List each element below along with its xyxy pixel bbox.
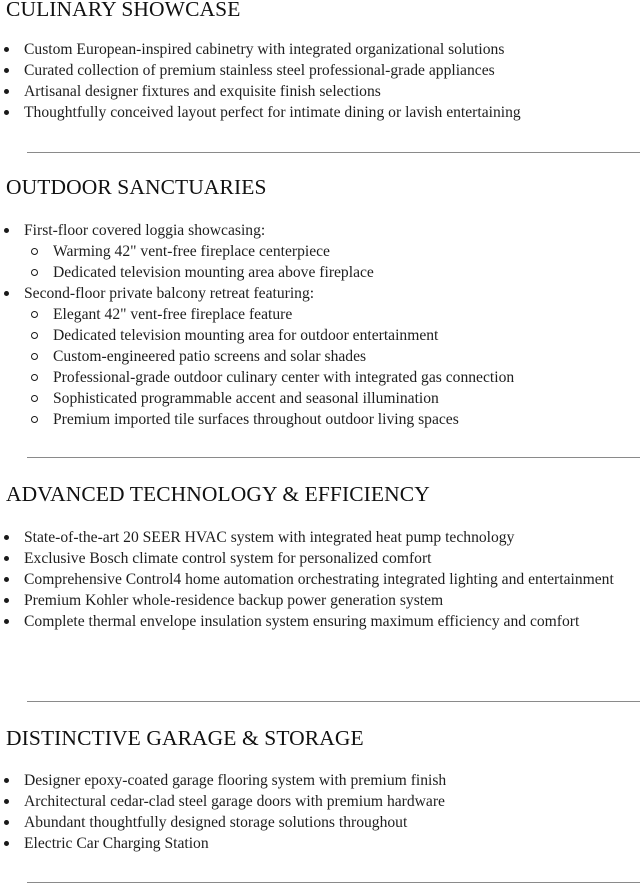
list-item: Electric Car Charging Station	[0, 833, 640, 854]
bullet-list	[0, 770, 640, 854]
section-heading: OUTDOOR SANCTUARIES	[6, 175, 267, 199]
sub-list-item: Sophisticated programmable accent and seasonal illumination	[0, 388, 640, 409]
section-heading: DISTINCTIVE GARAGE & STORAGE	[6, 726, 364, 750]
bullet-list	[0, 39, 640, 123]
sub-list-item: Elegant 42" vent-free fireplace feature	[0, 304, 640, 325]
list-item: Complete thermal envelope insulation system ensuring maximum efficiency and comfort	[0, 611, 640, 632]
list-item: Artisanal designer fixtures and exquisite finish selections	[0, 81, 640, 102]
list-item: Custom European-inspired cabinetry with integrated organizational solutions	[0, 39, 640, 60]
section-heading: ADVANCED TECHNOLOGY & EFFICIENCY	[6, 482, 430, 506]
list-item: State-of-the-art 20 SEER HVAC system with integrated heat pump technology	[0, 527, 640, 548]
bullet-list	[0, 527, 640, 632]
list-item: Thoughtfully conceived layout perfect for intimate dining or lavish entertaining	[0, 102, 640, 123]
section-heading: CULINARY SHOWCASE	[6, 0, 241, 21]
sub-list-item: Premium imported tile surfaces throughout outdoor living spaces	[0, 409, 640, 430]
list-item: Architectural cedar-clad steel garage doors with premium hardware	[0, 791, 640, 812]
section-divider	[27, 701, 640, 702]
list-item: Second-floor private balcony retreat featuring:	[0, 283, 640, 304]
list-item: Designer epoxy-coated garage flooring system with premium finish	[0, 770, 640, 791]
list-item: Curated collection of premium stainless steel professional-grade appliances	[0, 60, 640, 81]
list-item: Comprehensive Control4 home automation orchestrating integrated lighting and entertainment	[0, 569, 640, 590]
sub-list-item: Professional-grade outdoor culinary center with integrated gas connection	[0, 367, 640, 388]
bullet-list	[0, 220, 640, 430]
list-item: Abundant thoughtfully designed storage solutions throughout	[0, 812, 640, 833]
sub-list-item: Warming 42" vent-free fireplace centerpiece	[0, 241, 640, 262]
sub-list-item: Custom-engineered patio screens and solar shades	[0, 346, 640, 367]
section-divider	[27, 457, 640, 458]
list-item: Premium Kohler whole-residence backup power generation system	[0, 590, 640, 611]
section-divider	[27, 882, 640, 883]
list-item: First-floor covered loggia showcasing:	[0, 220, 640, 241]
list-item: Exclusive Bosch climate control system for personalized comfort	[0, 548, 640, 569]
section-divider	[27, 152, 640, 153]
sub-list-item: Dedicated television mounting area for outdoor entertainment	[0, 325, 640, 346]
sub-list-item: Dedicated television mounting area above fireplace	[0, 262, 640, 283]
